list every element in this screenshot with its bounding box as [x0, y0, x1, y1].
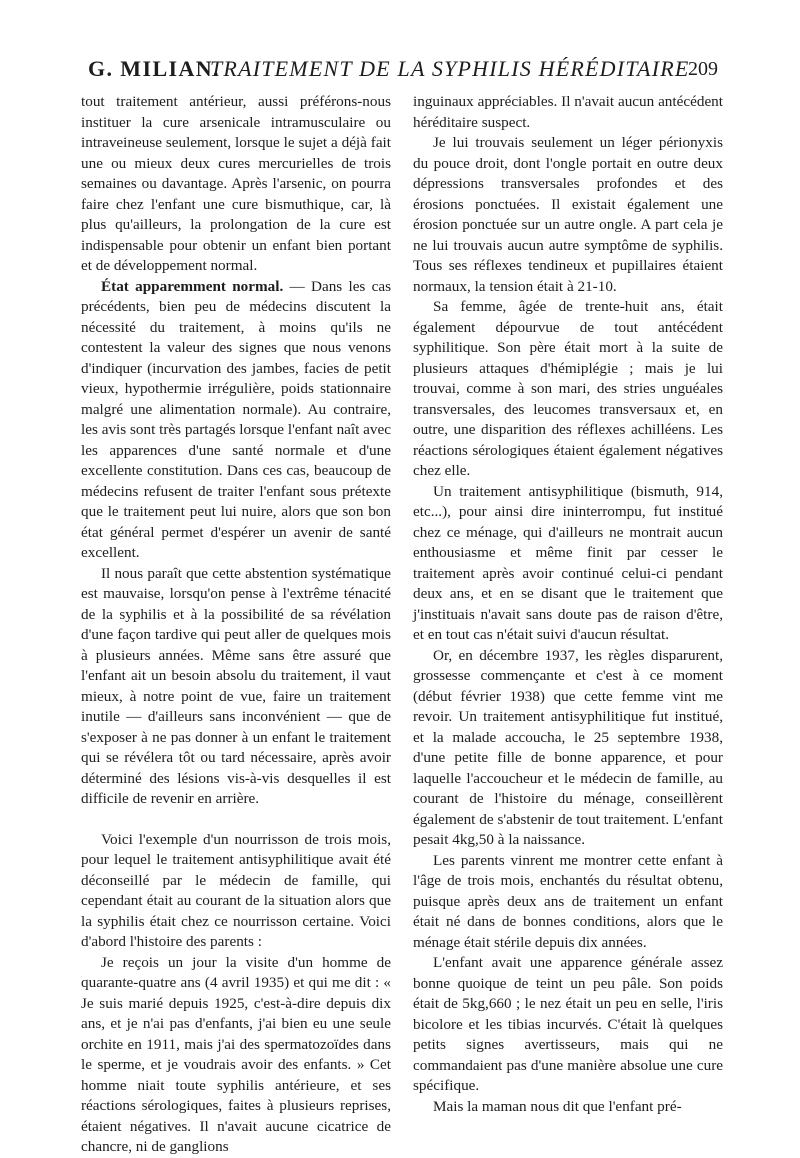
paragraph: Je lui trouvais seulement un léger périonyxis du pouce droit, dont l'ongle portait en outre deux dépressions transversales profondes et des érosions ponctuées. Il existait également une érosion ponctuée sur un autre ongle. A part cela je ne lui trouvais aucun autre symptôme de syphilis. Tous ses réflexes tendineux et pupillaires étaient normaux, la tension était à 21-10. [413, 134, 723, 295]
paragraph: Un traitement antisyphilitique (bismuth, 914, etc...), pour ainsi dire ininterrompu, fut institué chez ce ménage, qui d'ailleurs ne montrait aucun enthousiasme et même finit par cesser le traitement après avoir continué celui-ci pendant deux ans, et en se disant que le traitement que j'instituais n'avait sans doute pas de raison d'être, et en tout cas n'était suivi d'aucun résultat. [413, 482, 723, 643]
paragraph [81, 277, 391, 564]
section-heading: État apparemment normal. [101, 277, 284, 295]
paragraph: tout traitement antérieur, aussi préférons-nous instituer la cure arsenicale intramusculaire ou intraveineuse seulement, lorsque le sujet a déjà fait une ou mieux deux cures mercurielles de trois semaines ou davantage. Après l'arsenic, on pourra faire chez l'enfant une cure bismuthique, car, là plus qu'ailleurs, la prolongation de la cure est indispensable pour obtenir un enfant bien portant et de développement normal. [81, 93, 391, 274]
paragraph: L'enfant avait une apparence générale assez bonne quoique de teint un peu pâle. Son poids était de 5kg,660 ; le nez était un peu en selle, l'iris bicolore et les tibias incurvés. C'était là quelques petits signes avertisseurs, mais qui ne commandaient pas d'une manière absolue une cure spécifique. [413, 954, 723, 1094]
left-column [81, 92, 391, 1158]
header-author: G. MILIAN. [88, 56, 220, 81]
paragraph: Or, en décembre 1937, les règles disparurent, grossesse commençante et c'est à ce moment (début février 1938) que cette femme vint me revoir. Un traitement antisyphilitique fut institué, et la malade accoucha, le 25 septembre 1938, d'une petite fille de bonne apparence, et pour laquelle l'accoucheur et le médecin de famille, au courant de l'histoire du ménage, conseillèrent également de s'abstenir de tout traitement. L'enfant pesait 4kg,50 à la naissance. [413, 646, 723, 848]
paragraph: Je reçois un jour la visite d'un homme de quarante-quatre ans (4 avril 1935) et qui me dit : « Je suis marié depuis 1925, c'est-à-dire depuis dix ans, et je n'ai pas d'enfants, j'ai bien eu une seule orchite en 1911, mais j'ai des spermatozoïdes dans le sperme, et je voudrais avoir des enfants. » Cet homme niait toute syphilis antérieure, et ses réactions sérologiques, faites à plusieurs reprises, étaient négatives. Il n'avait aucune cicatrice de chancre, ni de ganglions [81, 953, 391, 1155]
paragraph: Mais la maman nous dit que l'enfant pré- [433, 1097, 682, 1115]
running-header [88, 56, 718, 86]
page-number: 209 [688, 58, 718, 80]
paragraph: Sa femme, âgée de trente-huit ans, était également dépourvue de tout antécédent syphilitique. Son père était mort à la suite de plusieurs attaques d'hémiplégie ; mais je lui trouvai, comme à son mari, des stries unguéales transversales, des leucomes transversaux et, en outre, une disparition des réflexes achilléens. Les réactions sérologiques étaient également négatives chez elle. [413, 298, 723, 479]
paragraph: Les parents vinrent me montrer cette enfant à l'âge de trois mois, enchantés du résultat obtenu, puisque après deux ans de traitement un enfant était né dans de bonnes conditions, alors que le ménage était stérile depuis dix années. [413, 851, 723, 951]
paragraph: Voici l'exemple d'un nourrisson de trois mois, pour lequel le traitement antisyphilitique avait été déconseillé par le médecin de famille, qui cependant était au courant de la situation alors que la syphilis était chez ce nourrisson certaine. Voici d'abord l'histoire des parents : [81, 830, 391, 950]
paragraph: inguinaux appréciables. Il n'avait aucun antécédent héréditaire suspect. [413, 93, 723, 131]
right-column [413, 92, 723, 1117]
paragraph: Il nous paraît que cette abstention systématique est mauvaise, lorsqu'on pense à l'extrême ténacité de la syphilis et à la possibilité de sa révélation d'une façon tardive qui peut aller de quelques mois à plusieurs années. Même sans être assuré que l'enfant ait un besoin absolu du traitement, il vaut mieux, à notre point de vue, faire un traitement inutile — d'ailleurs sans inconvénient — que de s'exposer à ne pas donner à un enfant le traitement qui se révélera tôt ou tard nécessaire, après avoir déterminé des lésions vis-à-vis desquelles il est difficile de revenir en arrière. [81, 564, 391, 807]
header-title: TRAITEMENT DE LA SYPHILIS HÉRÉDITAIRE [210, 56, 690, 81]
paragraph-text: — Dans les cas précédents, bien peu de médecins discutent la nécessité du traitement, à moins qu'ils ne contestent la valeur des signes que nous venons d'indiquer (incurvation des jambes, facies de petit vieux, hypothermie irrégulière, poids stationnaire malgré une alimentation normale). Au contraire, les avis sont très partagés lorsque l'enfant naît avec les apparences d'une santé normale et d'une excellente constitution. Dans ces cas, beaucoup de médecins refusent de traiter l'enfant sous prétexte que le traitement peut lui nuire, alors que son bon état général permet d'espérer un avenir de santé excellent. [81, 277, 392, 561]
